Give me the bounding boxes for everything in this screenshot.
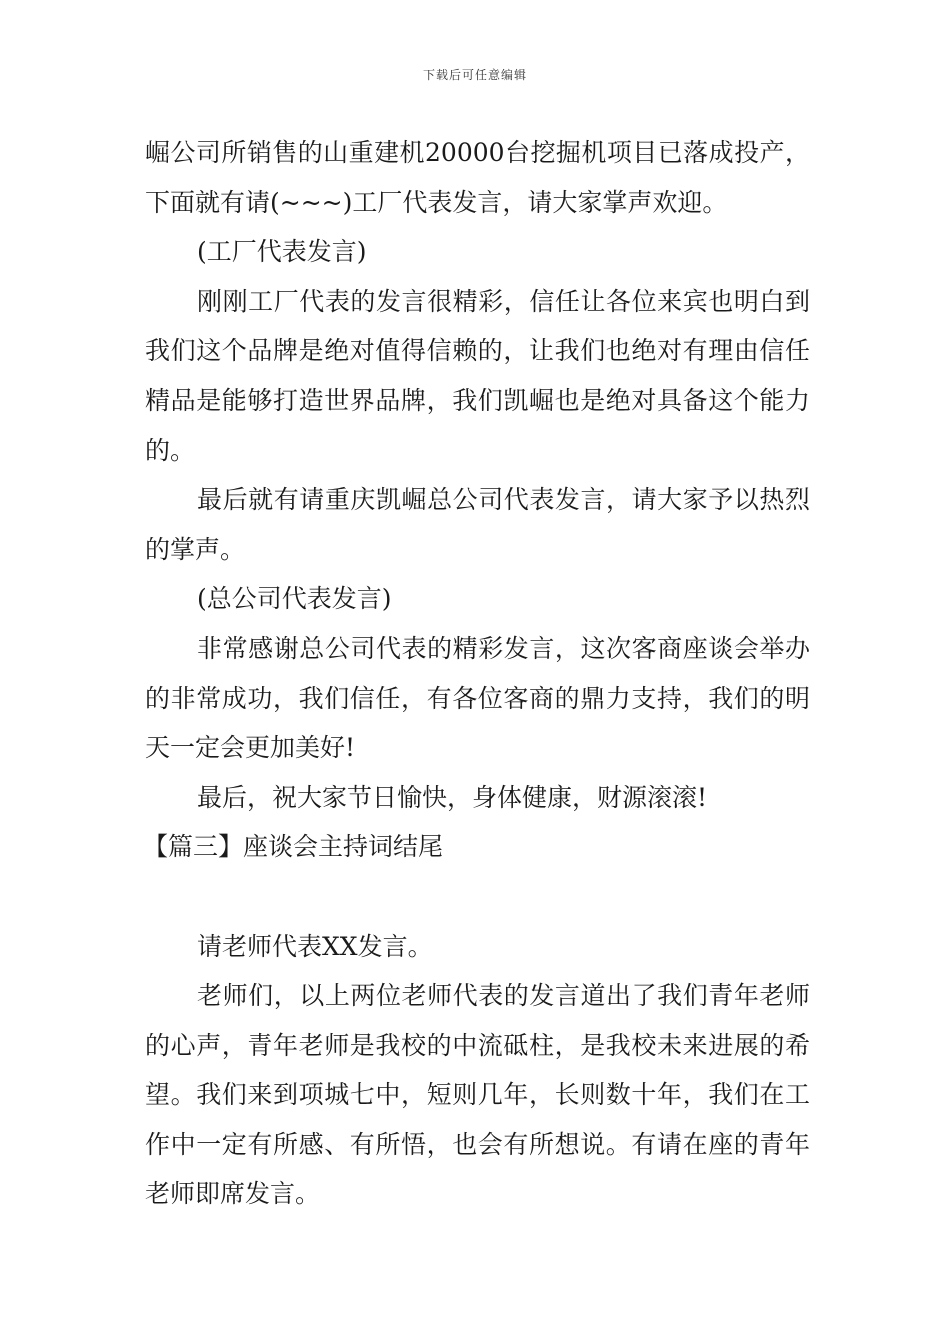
paragraph-continuation: 崛公司所销售的山重建机20000台挖掘机项目已落成投产，下面就有请(~~~)工厂代表发言，请大家掌声欢迎。 <box>145 138 810 217</box>
paragraph-teacher-invite: 请老师代表XX发言。 <box>197 931 433 961</box>
paragraph-factory-speech-note: (工厂代表发言) <box>197 237 367 267</box>
paragraph-teacher-remarks: 老师们，以上两位老师代表的发言道出了我们青年老师的心声，青年老师是我校的中流砥柱，是我校未来进展的希望。我们来到项城七中，短则几年，长则数十年，我们在工作中一定有所感、有所悟，也会有所想说。有请在座的青年老师即席发言。 <box>145 981 810 1209</box>
page-header: 下载后可任意编辑 <box>422 68 527 82</box>
paragraph-factory-thanks: 刚刚工厂代表的发言很精彩，信任让各位来宾也明白到我们这个品牌是绝对值得信赖的，让我们也绝对有理由信任精品是能够打造世界品牌，我们凯崛也是绝对具备这个能力的。 <box>145 286 810 465</box>
blank-line <box>145 872 810 922</box>
paragraph-hq-speech-note: (总公司代表发言) <box>197 584 392 614</box>
paragraph-hq-invite: 最后就有请重庆凯崛总公司代表发言，请大家予以热烈的掌声。 <box>145 485 810 564</box>
paragraph-hq-thanks: 非常感谢总公司代表的精彩发言，这次客商座谈会举办的非常成功，我们信任，有各位客商的鼎力支持，我们的明天一定会更加美好! <box>145 633 810 763</box>
section-heading: 【篇三】座谈会主持词结尾 <box>143 832 444 862</box>
document-body <box>145 128 810 1219</box>
paragraph-closing-wishes: 最后，祝大家节日愉快，身体健康，财源滚滚! <box>197 782 708 812</box>
